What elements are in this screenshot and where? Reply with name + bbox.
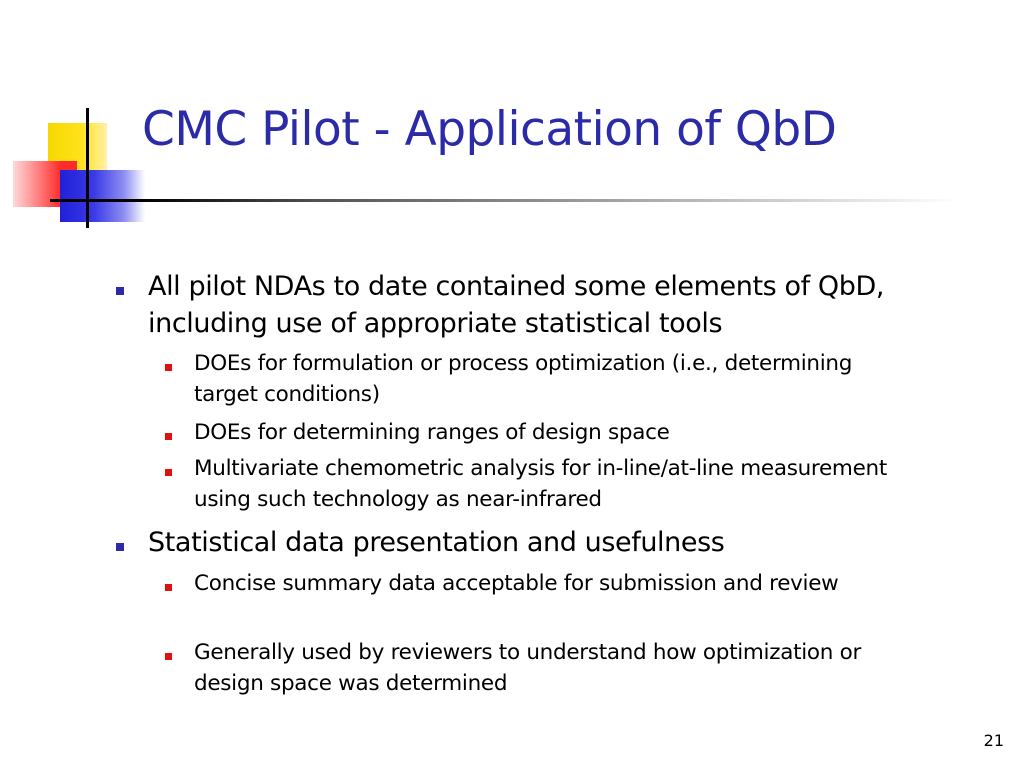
level2-bullet-marker xyxy=(165,433,172,440)
level2-bullet-marker xyxy=(165,653,172,660)
level1-bullet-marker xyxy=(116,543,124,551)
level2-bullet-marker xyxy=(165,584,172,591)
bullet-level1: All pilot NDAs to date contained some elements of QbD, including use of appropriate statistical tools xyxy=(148,271,885,339)
bullet-level2: Multivariate chemometric analysis for in-line/at-line measurement using such technology as near-infrared xyxy=(194,456,887,512)
level2-bullet-marker xyxy=(165,364,172,371)
bullet-level2: DOEs for determining ranges of design space xyxy=(194,420,670,445)
bullet-level1: Statistical data presentation and usefulness xyxy=(148,527,725,558)
level1-bullet-marker xyxy=(116,287,124,295)
bullet-level2: Concise summary data acceptable for submission and review xyxy=(194,571,839,596)
slide-title: CMC Pilot - Application of QbD xyxy=(142,102,837,157)
level2-bullet-marker xyxy=(165,469,172,476)
page-number: 21 xyxy=(983,731,1004,750)
bullet-level2: DOEs for formulation or process optimization (i.e., determining target conditions) xyxy=(194,351,853,407)
bullet-level2: Generally used by reviewers to understand how optimization or design space was determined xyxy=(194,640,862,696)
